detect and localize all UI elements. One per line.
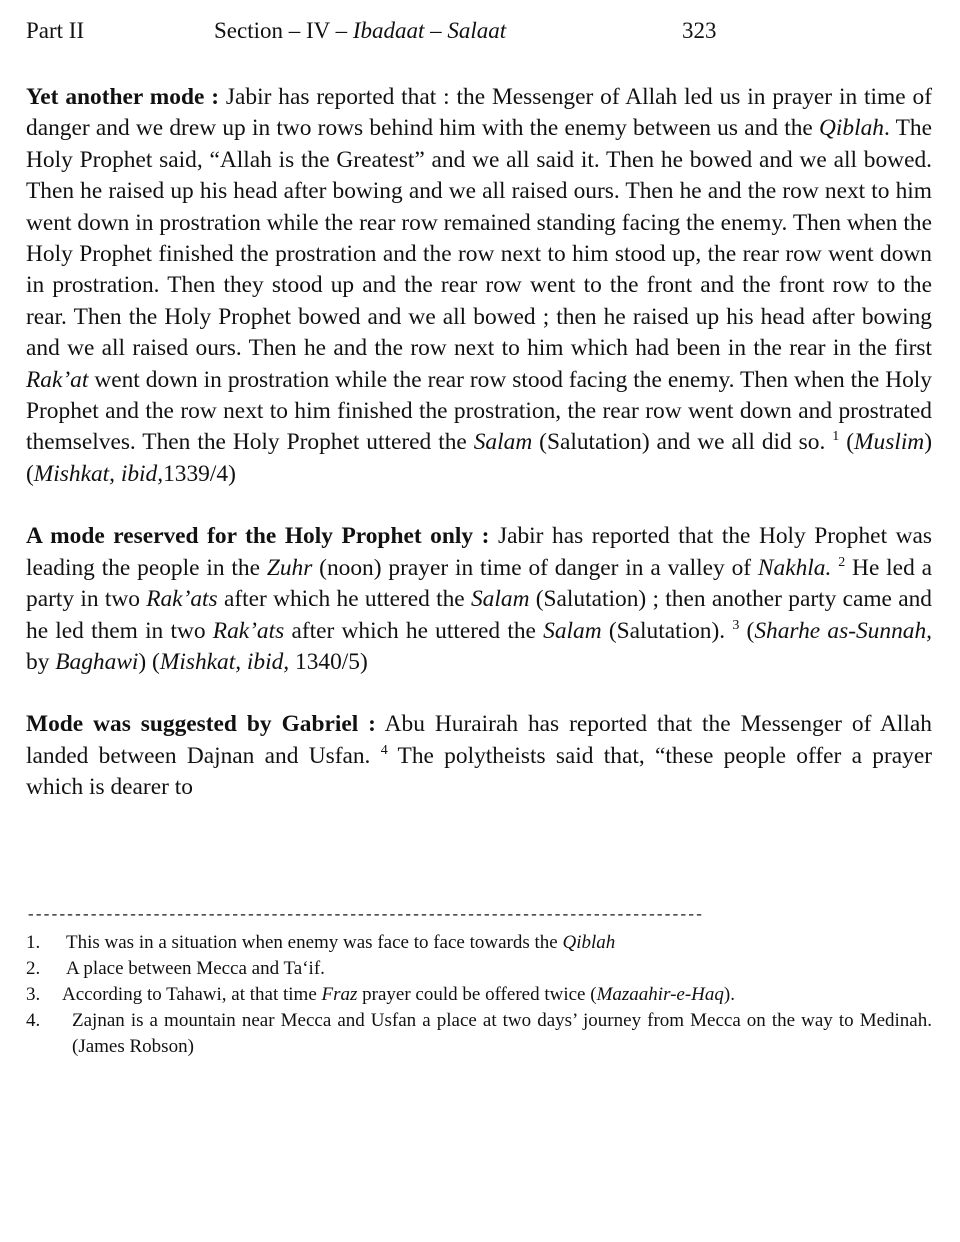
header-page-number: 323 [682,18,717,43]
paragraph-mode-gabriel: Mode was suggested by Gabriel : Abu Hurairah has reported that the Messenger of Allah landed between Dajnan and Usfan. $^4$ The polytheists said that, “these people offer a prayer which is dearer to [26,711,932,801]
paragraph-heading: Mode was suggested by Gabriel : [26,711,376,738]
footnote-1: 1. This was in a situation when enemy was face to face towards the Qiblah [26,930,932,956]
footnote-number: 4. [26,1010,41,1031]
footnote-2: 2. A place between Mecca and Ta‘if. [26,956,932,982]
footnote-ref-4: 4 [380,742,388,758]
footnote-ref-1: 1 [832,429,840,445]
footnote-ref-2: 2 [838,554,846,570]
running-header [26,18,934,52]
header-section-title: Ibadaat – Salaat [352,18,507,43]
footnote-ref-3: 3 [732,617,740,633]
footnote-4: 4. Zajnan is a mountain near Mecca and Usfan a place at two days’ journey from Mecca on the way to Medinah. (James Robson) [26,1010,932,1057]
paragraph-heading: Yet another mode : [26,84,220,110]
footnote-separator: -------------------------------------------------------------------------------------- [26,906,703,924]
footnotes [26,930,932,1060]
paragraph-yet-another-mode: Yet another mode : Jabir has reported that : the Messenger of Allah led us in prayer in time of danger and we drew up in two rows behind him with the enemy between us and the Qiblah. The Holy Prophet said, “Allah is the Greatest” and we all said it. Then he bowed and we all bowed. Then he raised up his head after bowing and we all raised ours. Then he and the row next to him went down in prostration while the rear row remained standing facing the enemy. Then when the Holy Prophet finished the prostration and the row next to him stood up, the rear row went down in prostration. Then they stood up and the rear row went to the front and the front row to the rear. Then the Holy Prophet bowed and we all bowed ; then he raised up his head after bowing and we all raised ours. Then he and the row next to him which had been in the rear in the first Rak’at went down in prostration while the rear row stood facing the enemy. Then when the Holy Prophet and the row next to him finished the prostration, the rear row went down and prostrated themselves. Then the Holy Prophet uttered the Salam (Salutation) and we all did so. $^1$ (Muslim) (Mishkat, ibid,1339/4) [26,84,933,487]
body-text [26,82,932,804]
header-part: Part II [26,18,85,43]
footnote-number: 3. [26,984,41,1005]
footnote-number: 1. [26,932,41,953]
paragraph-heading: A mode reserved for the Holy Prophet only : [26,523,490,550]
footnote-3: 3. According to Tahawi, at that time Fraz prayer could be offered twice (Mazaahir-e-Haq). [26,982,932,1008]
footnote-number: 2. [26,958,41,979]
paragraph-mode-reserved: A mode reserved for the Holy Prophet only : Jabir has reported that the Holy Prophet was leading the people in the Zuhr (noon) prayer in time of danger in a valley of Nakhla. $^2$ He led a party in two Rak’ats after which he uttered the Salam (Salutation) ; then another party came and he led them in two Rak’ats after which he uttered the Salam (Salutation). $^3$ (Sharhe as-Sunnah, by Baghawi) (Mishkat, ibid, 1340/5) [26,523,933,675]
header-section: Section – IV – Ibadaat – Salaat [214,18,507,43]
